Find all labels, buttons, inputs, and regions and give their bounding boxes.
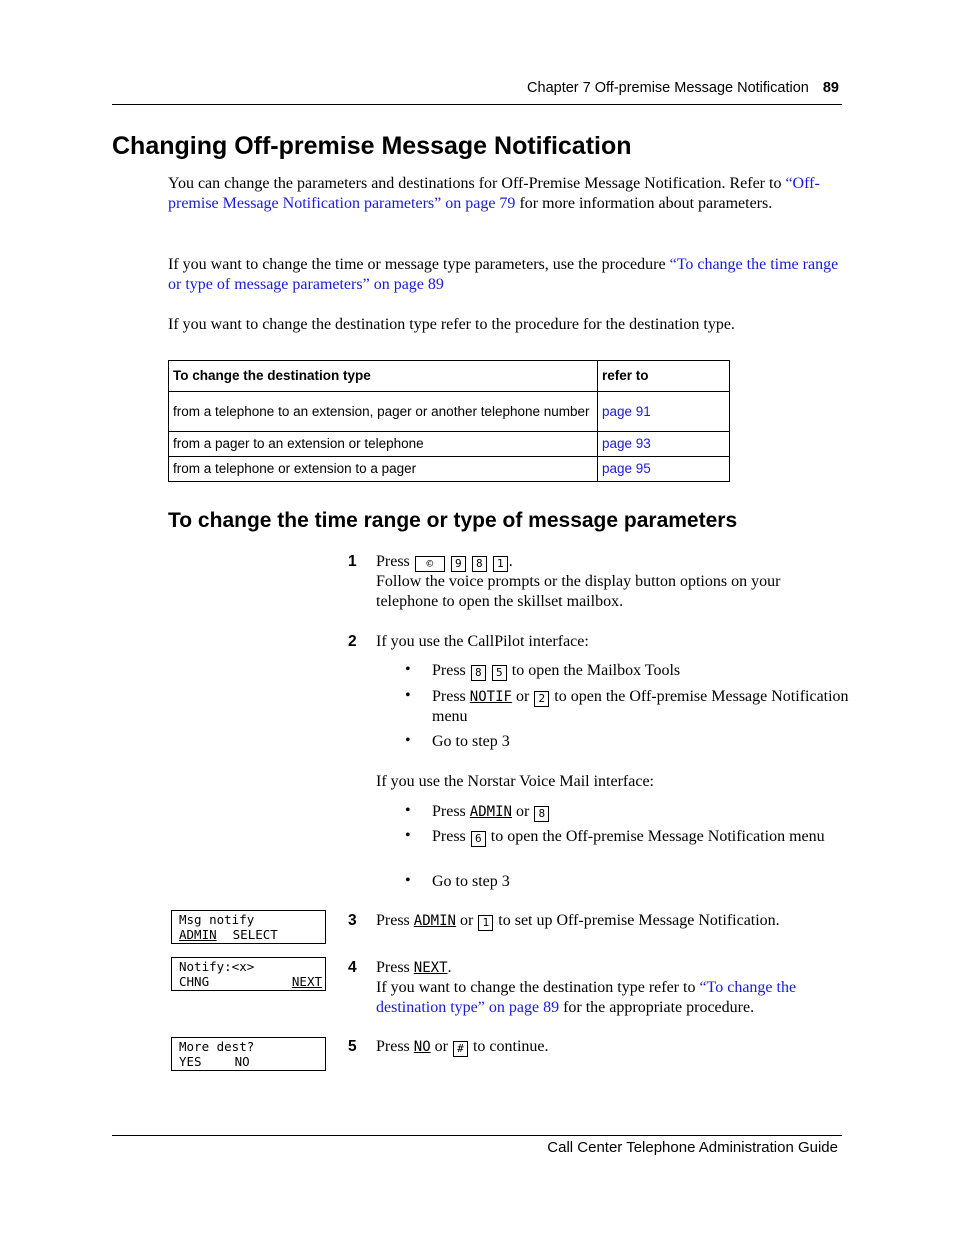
table-row xyxy=(169,457,730,482)
list-item: Go to step 3 xyxy=(432,733,510,750)
softkey-admin: ADMIN xyxy=(469,804,512,820)
key-icon: 1 xyxy=(478,915,493,931)
softkey-admin: ADMIN xyxy=(413,913,456,929)
softkey-no: NO xyxy=(413,1039,431,1055)
softkey-next: NEXT xyxy=(413,960,448,976)
step-1: Press © 9 8 1 . Follow the voice prompts or the display button options on your telephone to open the skillset mailbox. xyxy=(376,553,781,610)
link-omn-parameters[interactable]: “Off-premise Message Notification parameters” on page 79 xyxy=(168,175,820,212)
running-footer: Call Center Telephone Administration Guide xyxy=(547,1139,838,1156)
list-item: Press ADMIN or 8 xyxy=(432,802,852,822)
display-softkey: ADMIN xyxy=(179,927,217,942)
step-number: 4 xyxy=(348,959,357,976)
intro-paragraph-3: If you want to change the destination type refer to the procedure for the destination type. xyxy=(168,316,735,333)
key-icon: # xyxy=(453,1041,468,1057)
bullet-icon: • xyxy=(405,661,411,678)
key-icon: 1 xyxy=(493,556,508,572)
footer-rule xyxy=(112,1135,842,1136)
telephone-display xyxy=(171,1037,326,1071)
table-cell: from a telephone to an extension, pager or another telephone number xyxy=(169,392,598,432)
destination-type-table xyxy=(168,360,730,482)
link-page-95[interactable]: page 95 xyxy=(602,461,651,476)
step-5: Press NO or # to continue. xyxy=(376,1038,549,1055)
display-softkey: SELECT xyxy=(232,927,278,942)
table-header-cell: refer to xyxy=(598,361,730,392)
intro-paragraph-2: If you want to change the time or message type parameters, use the procedure “To change the time range or type of message parameters” on page 89 xyxy=(168,256,839,293)
page-number: 89 xyxy=(822,80,839,96)
chapter-title: Chapter 7 Off-premise Message Notification xyxy=(527,80,809,96)
bullet-icon: • xyxy=(405,732,411,749)
feature-key-icon: © xyxy=(415,556,445,572)
list-item: Press NOTIF or 2 to open the Off-premise Message Notification menu xyxy=(432,688,849,725)
step-number: 5 xyxy=(348,1038,357,1055)
list-item: Press 6 to open the Off-premise Message Notification menu xyxy=(432,828,825,845)
section-title: To change the time range or type of message parameters xyxy=(168,509,738,532)
step-3: Press ADMIN or 1 to set up Off-premise Message Notification. xyxy=(376,912,780,929)
bullet-icon: • xyxy=(405,802,411,819)
link-time-range-procedure[interactable]: “To change the time range or type of message parameters” on page 89 xyxy=(168,256,839,293)
link-page-91[interactable]: page 91 xyxy=(602,403,651,419)
table-cell xyxy=(598,457,730,482)
table-header-cell: To change the destination type xyxy=(169,361,598,392)
table-cell xyxy=(598,432,730,457)
key-icon: 9 xyxy=(451,556,466,572)
key-icon: 8 xyxy=(472,556,487,572)
bullet-icon: • xyxy=(405,687,411,704)
table-cell: from a pager to an extension or telephone xyxy=(169,432,598,457)
list-item: Go to step 3 xyxy=(432,873,510,890)
intro-paragraph-1: You can change the parameters and destinations for Off-Premise Message Notification. Refer to “Off-premise Message Notification parameters” on page 79 for more information about parameters. xyxy=(168,175,820,212)
telephone-display xyxy=(171,957,326,991)
table-cell: from a telephone or extension to a pager xyxy=(169,457,598,482)
key-icon: 8 xyxy=(534,806,549,822)
norstar-intro: If you use the Norstar Voice Mail interface: xyxy=(376,773,654,790)
key-icon: 6 xyxy=(471,831,486,847)
display-softkey: NO xyxy=(234,1054,250,1069)
step-number: 1 xyxy=(348,553,357,570)
running-header xyxy=(527,80,839,96)
step-number: 2 xyxy=(348,633,357,650)
table-header-row xyxy=(169,361,730,392)
link-destination-type[interactable]: “To change the destination type” on page 89 xyxy=(376,979,797,1016)
display-softkey: CHNG xyxy=(179,974,210,989)
display-line: More dest? xyxy=(179,1039,255,1054)
telephone-display xyxy=(171,910,326,944)
step-4: Press NEXT. If you want to change the destination type refer to “To change the destination type” on page 89 for the appropriate procedure. xyxy=(376,959,797,1016)
display-softkey: YES xyxy=(179,1054,202,1069)
display-line: Msg notify xyxy=(179,912,255,927)
display-softkey: NEXT xyxy=(291,974,322,989)
table-row xyxy=(169,392,730,432)
table-row xyxy=(169,432,730,457)
bullet-icon: • xyxy=(405,827,411,844)
link-page-93[interactable]: page 93 xyxy=(602,436,651,451)
header-rule xyxy=(112,104,842,105)
display-line: Notify:<x> xyxy=(179,959,255,974)
softkey-notif: NOTIF xyxy=(469,689,512,705)
table-cell xyxy=(598,392,730,432)
key-icon: 5 xyxy=(492,665,507,681)
bullet-icon: • xyxy=(405,872,411,889)
step-2-intro: If you use the CallPilot interface: xyxy=(376,633,589,650)
page-title: Changing Off-premise Message Notification xyxy=(112,132,632,160)
key-icon: 8 xyxy=(471,665,486,681)
step-number: 3 xyxy=(348,912,357,929)
key-icon: 2 xyxy=(534,691,549,707)
list-item: Press 8 5 to open the Mailbox Tools xyxy=(432,662,681,679)
